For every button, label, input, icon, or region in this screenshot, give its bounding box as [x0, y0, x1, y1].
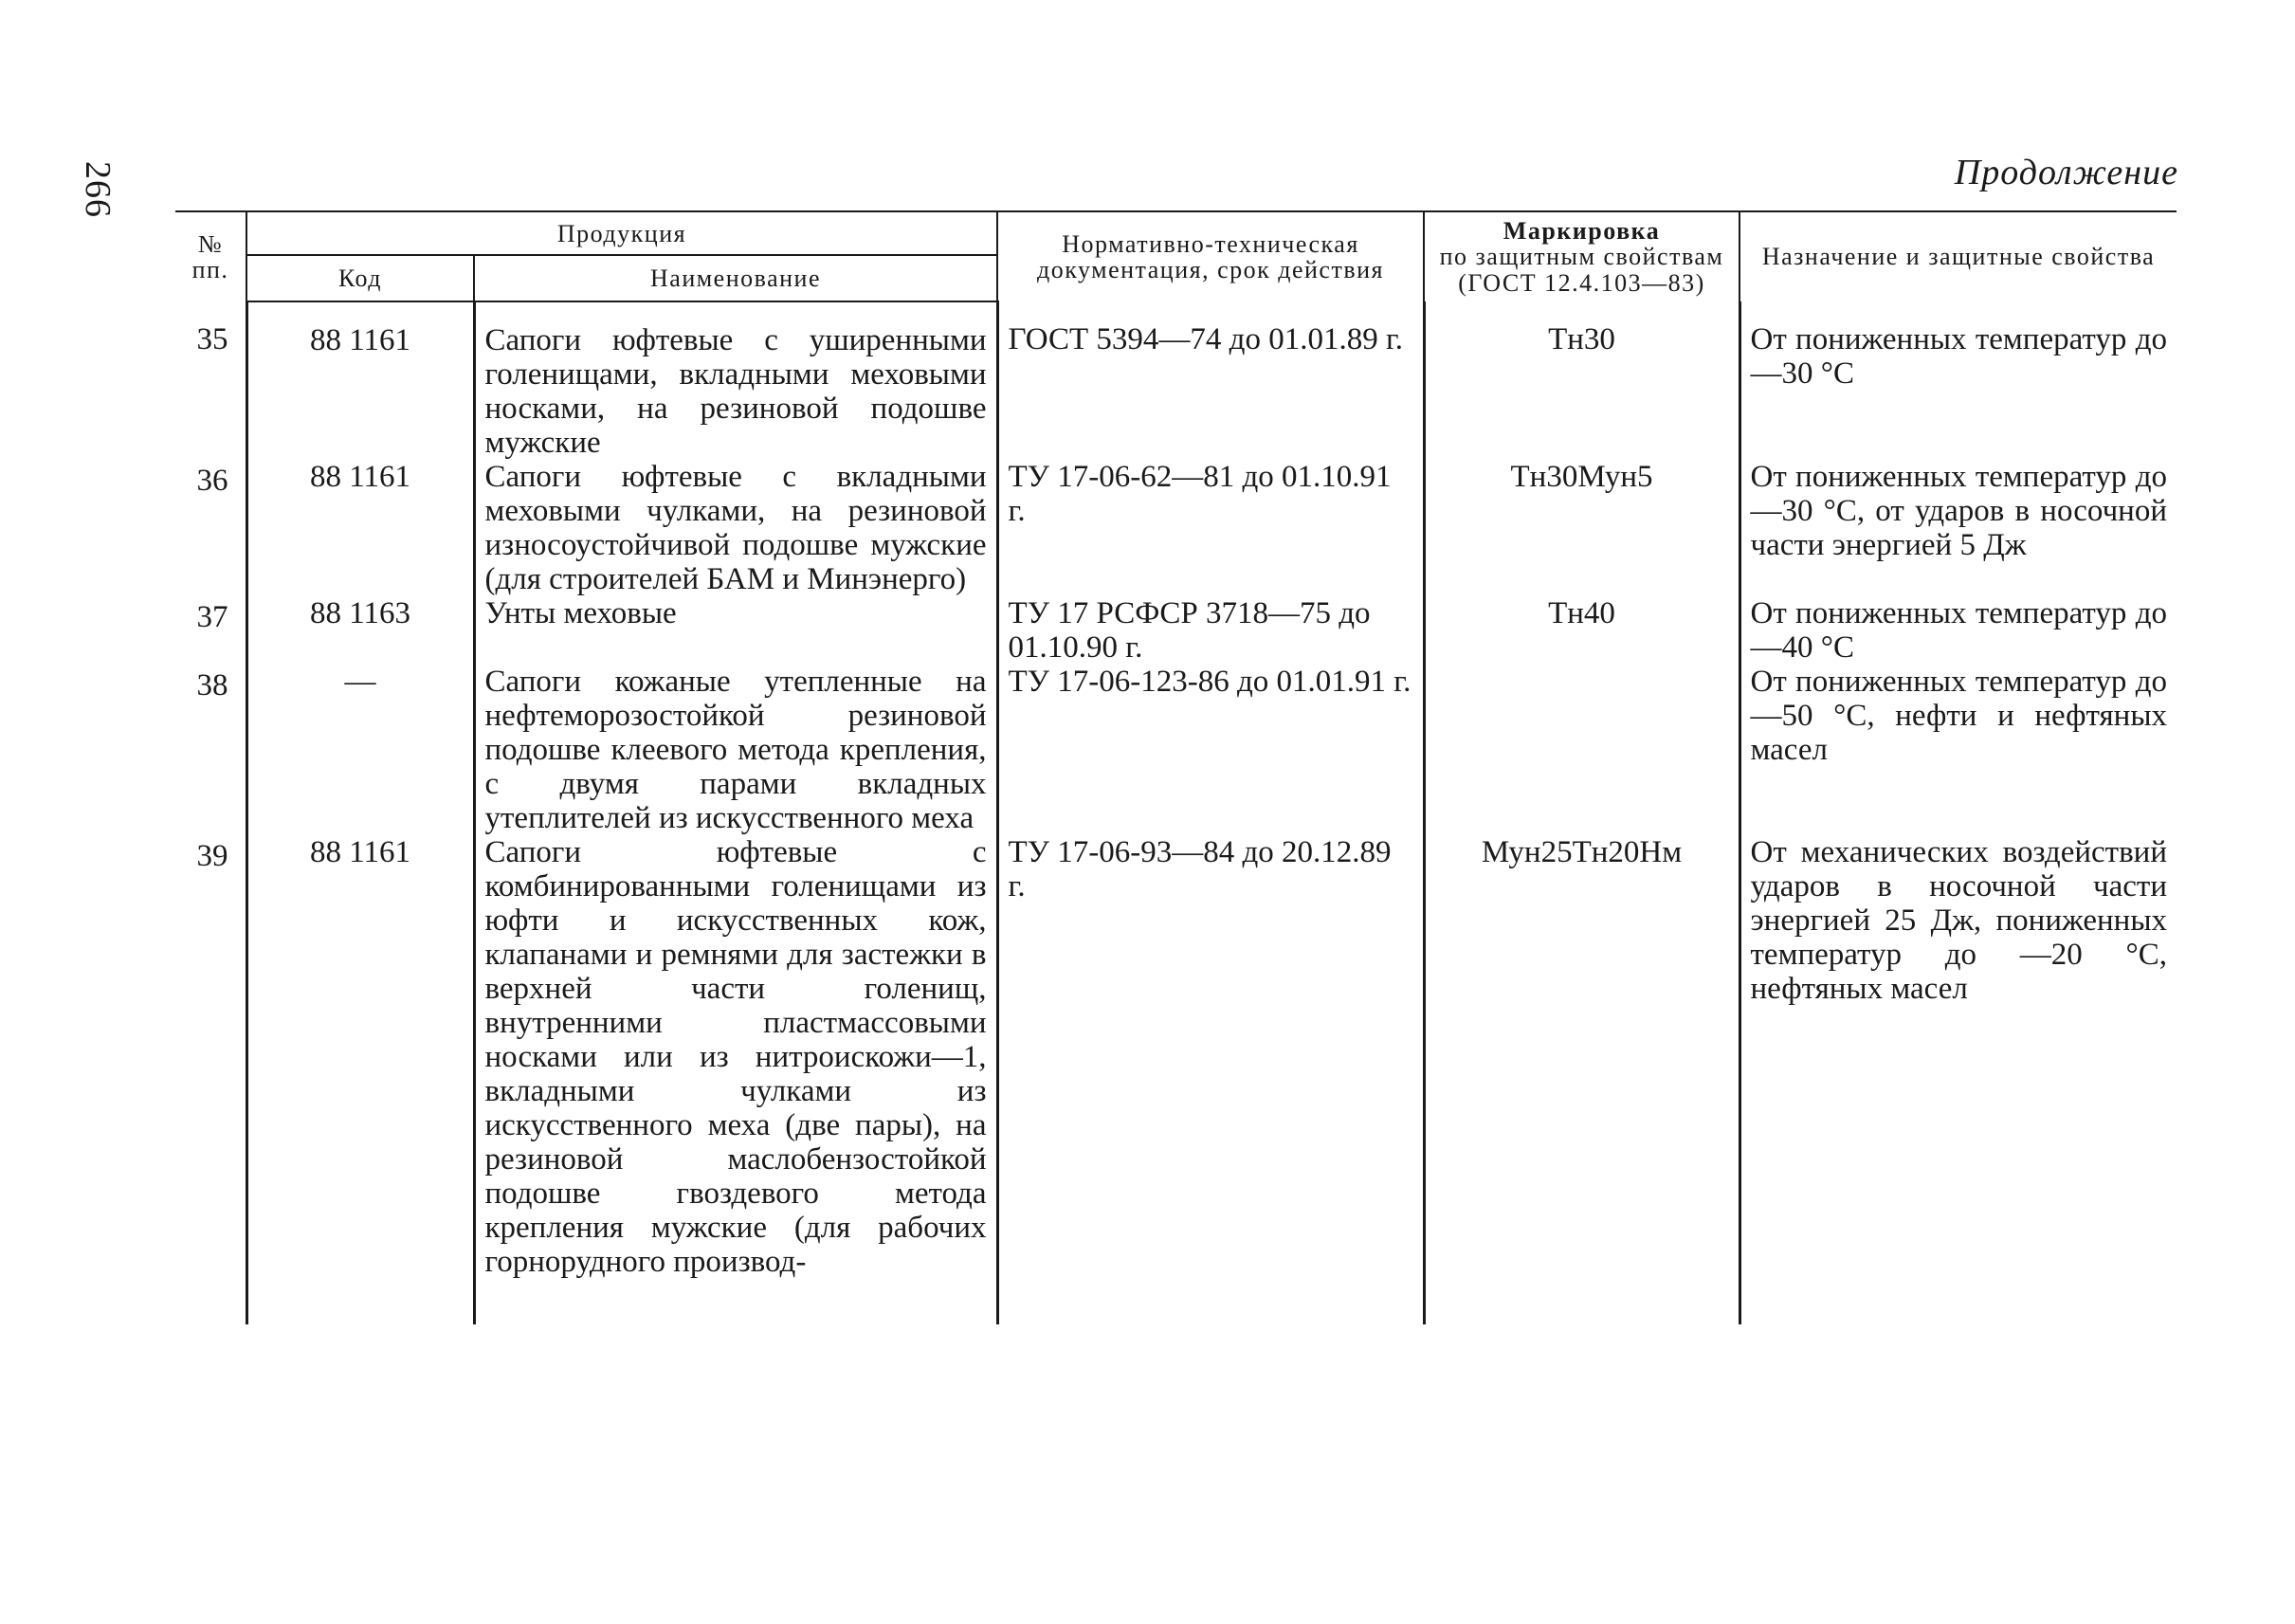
row-marking: Мун25Тн20Нм	[1424, 835, 1739, 1324]
header-product: Продукция	[246, 211, 997, 255]
header-marking-subtitle: по защитным свойствам (ГОСТ 12.4.103—83)	[1439, 243, 1724, 297]
row-purpose: От пониженных температур до —30 °С	[1750, 321, 2167, 391]
table-row	[175, 301, 2177, 460]
row-name: Сапоги юфтевые с уширенными голенищами, вкладными меховыми носками, на резиновой подошве мужские	[484, 322, 987, 460]
row-num: 39	[175, 835, 246, 1324]
row-marking: Тн30Мун5	[1424, 460, 1739, 596]
header-num: № пп.	[175, 211, 246, 301]
page-number: 266	[78, 161, 118, 218]
table-row	[175, 596, 2177, 665]
header-purpose: Назначение и защитные свойства	[1739, 211, 2177, 301]
row-num: 36	[175, 460, 246, 596]
row-name: Унты меховые	[484, 595, 677, 630]
table	[175, 210, 2177, 1324]
row-code: 88 1163	[246, 596, 474, 665]
header-docs: Нормативно-техническая документация, срок действия	[997, 211, 1424, 301]
row-code: 88 1161	[246, 835, 474, 1324]
row-code: 88 1161	[246, 301, 474, 460]
row-docs: ТУ 17-06-93—84 до 20.12.89 г.	[997, 835, 1424, 1324]
table-row	[175, 665, 2177, 835]
row-code: 88 1161	[246, 460, 474, 596]
header-name: Наименование	[474, 255, 997, 301]
table-row	[175, 460, 2177, 596]
row-name: Сапоги юфтевые с комбинированными голенищами из юфти и искусственных кож, клапанами и ремнями для застежки в верхней части голенищ, внутренними пластмассовыми носками или из нитроискожи—1, вкладными чулками из искусственного меха (две пары), на резиновой маслобензостойкой подошве гвоздевого метода крепления мужские (для рабочих горнорудного производ-	[484, 834, 987, 1279]
row-docs: ГОСТ 5394—74 до 01.01.89 г.	[997, 301, 1424, 460]
row-marking: Тн30	[1424, 301, 1739, 460]
row-num: 38	[175, 665, 246, 835]
row-docs: ТУ 17-06-62—81 до 01.10.91 г.	[997, 460, 1424, 596]
products-table	[175, 210, 2177, 1324]
header-code: Код	[246, 255, 474, 301]
row-purpose: От механических воздействий ударов в носочной части энергией 25 Дж, пониженных температур до —20 °С, нефтяных масел	[1750, 834, 2167, 1006]
row-marking: Тн40	[1424, 596, 1739, 665]
row-purpose: От пониженных температур до —50 °С, нефти и нефтяных масел	[1750, 664, 2167, 767]
row-purpose: От пониженных температур до —40 °С	[1750, 595, 2167, 665]
row-name: Сапоги кожаные утепленные на нефтеморозостойкой резиновой подошве клеевого метода крепления, с двумя парами вкладных утеплителей из искусственного меха	[484, 664, 987, 835]
continuation-label: Продолжение	[1954, 153, 2178, 192]
header-marking	[1424, 211, 1739, 301]
row-code: —	[246, 665, 474, 835]
row-purpose: От пониженных температур до —30 °С, от ударов в носочной части энергией 5 Дж	[1750, 459, 2167, 562]
row-num: 35	[175, 301, 246, 460]
row-name: Сапоги юфтевые с вкладными меховыми чулками, на резиновой износоустойчивой подошве мужские (для строителей БАМ и Минэнерго)	[484, 459, 987, 596]
row-num: 37	[175, 596, 246, 665]
row-docs: ТУ 17-06-123-86 до 01.01.91 г.	[997, 665, 1424, 835]
row-docs: ТУ 17 РСФСР 3718—75 до 01.10.90 г.	[997, 596, 1424, 665]
header-marking-title: Маркировка	[1503, 217, 1661, 245]
row-marking	[1424, 665, 1739, 835]
table-row	[175, 835, 2177, 1324]
